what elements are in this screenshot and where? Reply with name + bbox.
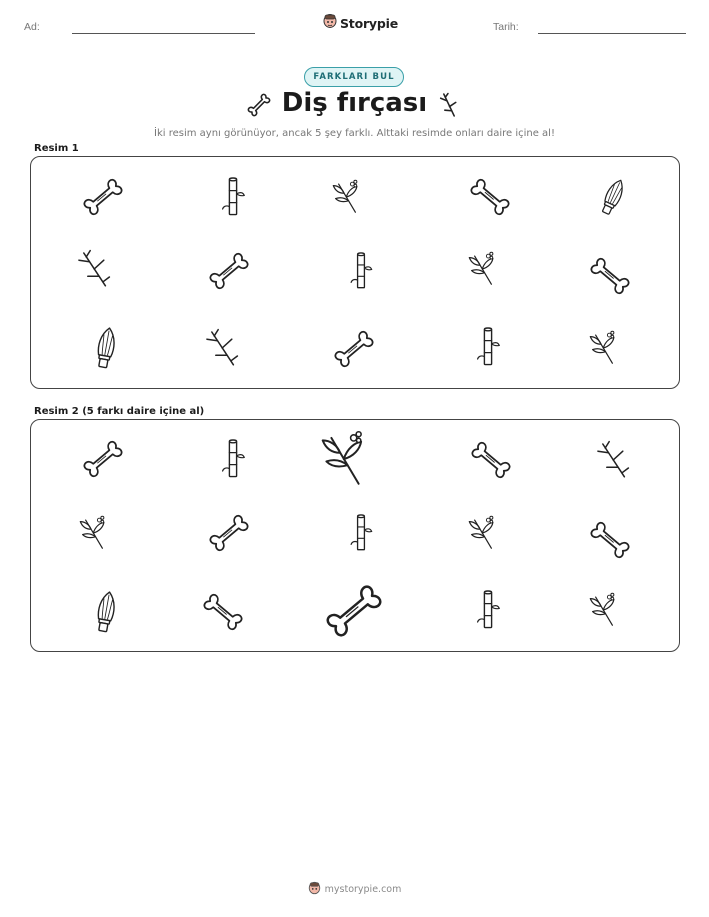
storypie-mascot-icon	[323, 13, 337, 33]
brand-logo	[323, 13, 398, 33]
bone-icon[interactable]	[468, 175, 512, 219]
flower-twig-icon[interactable]	[314, 428, 376, 490]
storypie-mascot-icon	[308, 880, 321, 899]
brush-icon[interactable]	[84, 326, 128, 370]
brand-name: Storypie	[340, 15, 398, 31]
flower-twig-icon[interactable]	[585, 329, 623, 367]
bone-icon[interactable]	[323, 580, 385, 642]
flower-twig-icon[interactable]	[585, 591, 623, 629]
twig-icon[interactable]	[75, 249, 115, 289]
name-label: Ad:	[24, 21, 40, 33]
picture2-label: Resim 2 (5 farkı daire içine al)	[34, 406, 205, 417]
flower-twig-icon[interactable]	[464, 250, 502, 288]
bone-icon[interactable]	[332, 327, 376, 371]
bone-icon[interactable]	[81, 437, 125, 481]
activity-badge: FARKLARI BUL	[304, 67, 404, 87]
title-twig-icon	[436, 91, 462, 119]
bone-icon[interactable]	[81, 175, 125, 219]
date-label: Tarih:	[493, 21, 519, 33]
bone-icon[interactable]	[469, 438, 513, 482]
instructions: İki resim aynı görünüyor, ancak 5 şey farklı. Alttaki resimde onları daire içine al!	[154, 128, 555, 139]
bone-icon[interactable]	[207, 249, 251, 293]
footer-url[interactable]: mystorypie.com	[324, 884, 402, 895]
brush-icon[interactable]	[84, 590, 128, 634]
page-title: Diş fırçası	[281, 88, 428, 118]
bamboo-icon[interactable]	[468, 327, 508, 367]
footer	[0, 880, 709, 899]
twig-icon[interactable]	[203, 328, 243, 368]
flower-twig-icon[interactable]	[464, 514, 502, 552]
date-line[interactable]	[538, 33, 686, 34]
bone-icon[interactable]	[207, 511, 251, 555]
flower-twig-icon[interactable]	[75, 514, 113, 552]
bone-icon[interactable]	[588, 518, 632, 562]
twig-icon[interactable]	[594, 440, 634, 480]
bamboo-icon[interactable]	[468, 590, 508, 630]
name-line[interactable]	[72, 33, 255, 34]
bone-icon[interactable]	[201, 590, 245, 634]
flower-twig-icon[interactable]	[328, 178, 366, 216]
bamboo-icon[interactable]	[342, 252, 380, 290]
picture1-label: Resim 1	[34, 143, 79, 154]
bamboo-icon[interactable]	[213, 177, 253, 217]
bone-icon[interactable]	[588, 254, 632, 298]
brush-icon[interactable]	[593, 177, 633, 217]
bamboo-icon[interactable]	[213, 439, 253, 479]
bamboo-icon[interactable]	[342, 514, 380, 552]
